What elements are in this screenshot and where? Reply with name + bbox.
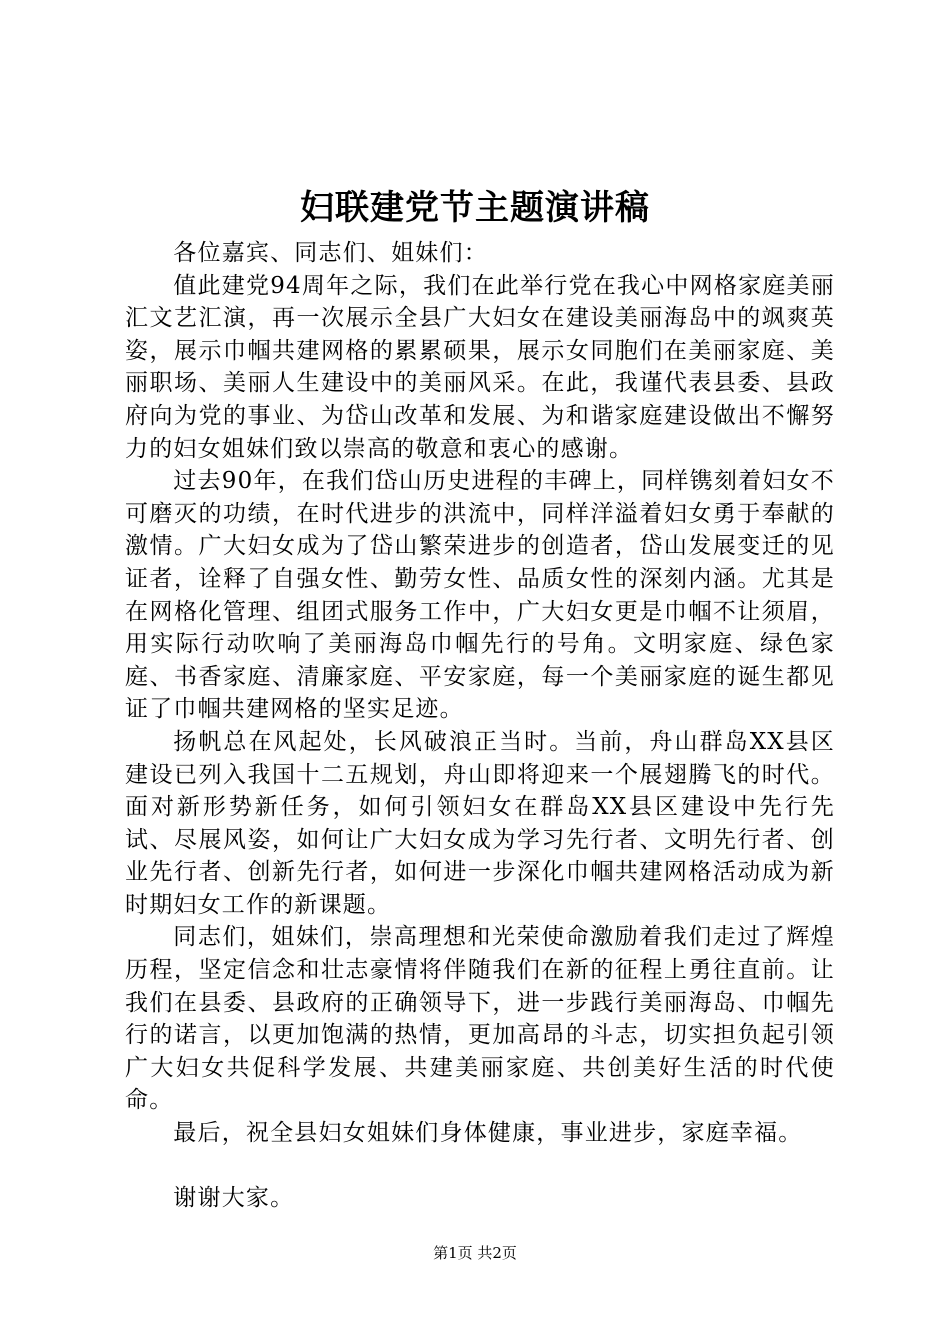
- document-title: 妇联建党节主题演讲稿: [300, 188, 650, 228]
- paragraph-3: 扬帆总在风起处，长风破浪正当时。当前，舟山群岛XX县区建设已列入我国十二五规划，舟山即将迎来一个展翅腾飞的时代。面对新形势新任务，如何引领妇女在群岛XX县区建设中先行先试、尽展风姿，如何让广大妇女成为学习先行者、文明先行者、创业先行者、创新先行者，如何进一步深化巾帼共建网格活动成为新时期妇女工作的新课题。: [125, 728, 835, 918]
- paragraph-2: 过去90年，在我们岱山历史进程的丰碑上，同样镌刻着妇女不可磨灭的功绩，在时代进步的洪流中，同样洋溢着妇女勇于奉献的激情。广大妇女成为了岱山繁荣进步的创造者，岱山发展变迁的见证者，诠释了自强女性、勤劳女性、品质女性的深刻内涵。尤其是在网格化管理、组团式服务工作中，广大妇女更是巾帼不让须眉，用实际行动吹响了美丽海岛巾帼先行的号角。文明家庭、绿色家庭、书香家庭、清廉家庭、平安家庭，每一个美丽家庭的诞生都见证了巾帼共建网格的坚实足迹。: [125, 468, 835, 723]
- page-number-footer: 第1页 共2页: [433, 1244, 517, 1262]
- paragraph-4: 同志们，姐妹们，崇高理想和光荣使命激励着我们走过了辉煌历程，坚定信念和壮志豪情将伴随我们在新的征程上勇往直前。让我们在县委、县政府的正确领导下，进一步践行美丽海岛、巾帼先行的诺言，以更加饱满的热情，更加高昂的斗志，切实担负起引领广大妇女共促科学发展、共建美丽家庭、共创美好生活的时代使命。: [125, 924, 835, 1114]
- document-body: [125, 237, 835, 1214]
- paragraph-5: 最后，祝全县妇女姐妹们身体健康，事业进步，家庭幸福。: [173, 1120, 803, 1147]
- closing-line: 谢谢大家。: [173, 1184, 295, 1211]
- salutation: 各位嘉宾、同志们、姐妹们：: [173, 240, 488, 266]
- paragraph-1: 值此建党94周年之际，我们在此举行党在我心中网格家庭美丽汇文艺汇演，再一次展示全县广大妇女在建设美丽海岛中的飒爽英姿，展示巾帼共建网格的累累硕果，展示女同胞们在美丽家庭、美丽职场、美丽人生建设中的美丽风采。在此，我谨代表县委、县政府向为党的事业、为岱山改革和发展、为和谐家庭建设做出不懈努力的妇女姐妹们致以崇高的敬意和衷心的感谢。: [125, 272, 835, 462]
